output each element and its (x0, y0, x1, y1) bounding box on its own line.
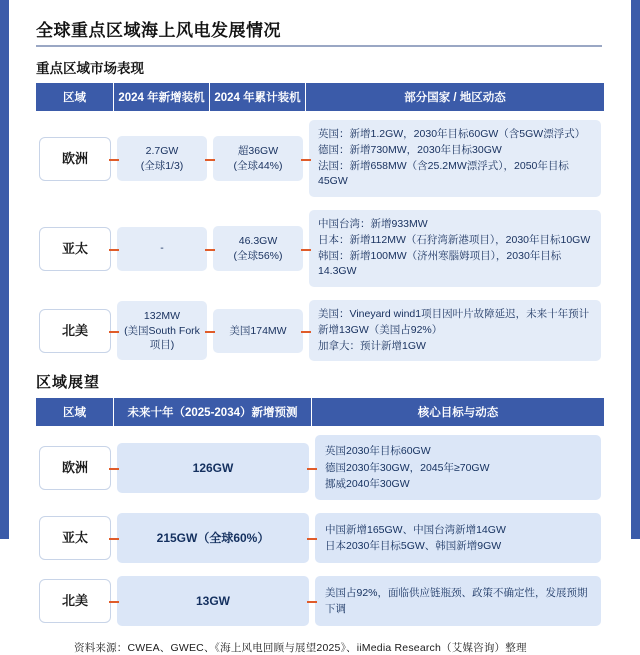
table-row (36, 116, 604, 201)
col-header-cumulative: 2024 年累计装机 (210, 83, 306, 111)
new-install-value: - (117, 227, 207, 271)
dynamics-text: 美国：Vineyard wind1项目因叶片故障延迟，未来十年预计新增13GW（美国占92%） 加拿大：预计新增1GW (309, 300, 601, 361)
goal-text: 英国2030年目标60GW 德国2030年30GW，2045年≥70GW 挪威2040年30GW (315, 435, 601, 500)
region-label: 亚太 (39, 516, 111, 560)
source-note: 资料来源：CWEA、GWEC、《海上风电回顾与展望2025》、iiMedia Research（艾媒咨询）整理 (74, 642, 527, 655)
new-install-value: 132MW (美国South Fork项目) (117, 301, 207, 360)
region-label: 欧洲 (39, 137, 111, 181)
left-accent-bar (0, 0, 9, 539)
table-row (36, 572, 604, 630)
table-row (36, 206, 604, 291)
region-label: 欧洲 (39, 446, 111, 490)
forecast-value: 126GW (117, 443, 309, 493)
market-performance-table (36, 83, 604, 365)
region-label: 北美 (39, 579, 111, 623)
regional-outlook-table (36, 398, 604, 630)
col-header-region: 区域 (36, 398, 114, 426)
table-header-row (36, 83, 604, 111)
table-row (36, 296, 604, 365)
goal-text: 中国新增165GW、中国台湾新增14GW 日本2030年目标5GW、韩国新增9GW (315, 513, 601, 563)
table-row (36, 431, 604, 504)
section-1-heading: 重点区域市场表现 (36, 61, 144, 76)
dynamics-text: 英国：新增1.2GW，2030年目标60GW（含5GW漂浮式） 德国：新增730MW，2030年目标30GW 法国：新增658MW（含25.2MW漂浮式），2050年目标45GW (309, 120, 601, 197)
forecast-value: 215GW（全球60%） (117, 513, 309, 563)
cumulative-value: 超36GW (全球44%) (213, 136, 303, 180)
title-divider (36, 45, 602, 47)
new-install-value: 2.7GW (全球1/3) (117, 136, 207, 180)
table-row (36, 509, 604, 567)
col-header-region: 区域 (36, 83, 114, 111)
forecast-value: 13GW (117, 576, 309, 626)
col-header-forecast: 未来十年（2025-2034）新增预测 (114, 398, 312, 426)
cumulative-value: 美国174MW (213, 309, 303, 353)
section-2-heading: 区域展望 (36, 374, 101, 392)
goal-text: 美国占92%，面临供应链瓶颈、政策不确定性，发展预期下调 (315, 576, 601, 626)
region-label: 北美 (39, 309, 111, 353)
cumulative-value: 46.3GW (全球56%) (213, 226, 303, 270)
col-header-new-install: 2024 年新增装机 (114, 83, 210, 111)
col-header-goals: 核心目标与动态 (312, 398, 604, 426)
table-header-row (36, 398, 604, 426)
page-title: 全球重点区域海上风电发展情况 (36, 21, 281, 40)
region-label: 亚太 (39, 227, 111, 271)
col-header-dynamics: 部分国家 / 地区动态 (306, 83, 604, 111)
right-accent-bar (631, 0, 640, 539)
dynamics-text: 中国台湾：新增933MW 日本：新增112MW（石狩湾新港项目），2030年目标10GW 韩国：新增100MW（济州寒腦姆项目），2030年目标14.3GW (309, 210, 601, 287)
